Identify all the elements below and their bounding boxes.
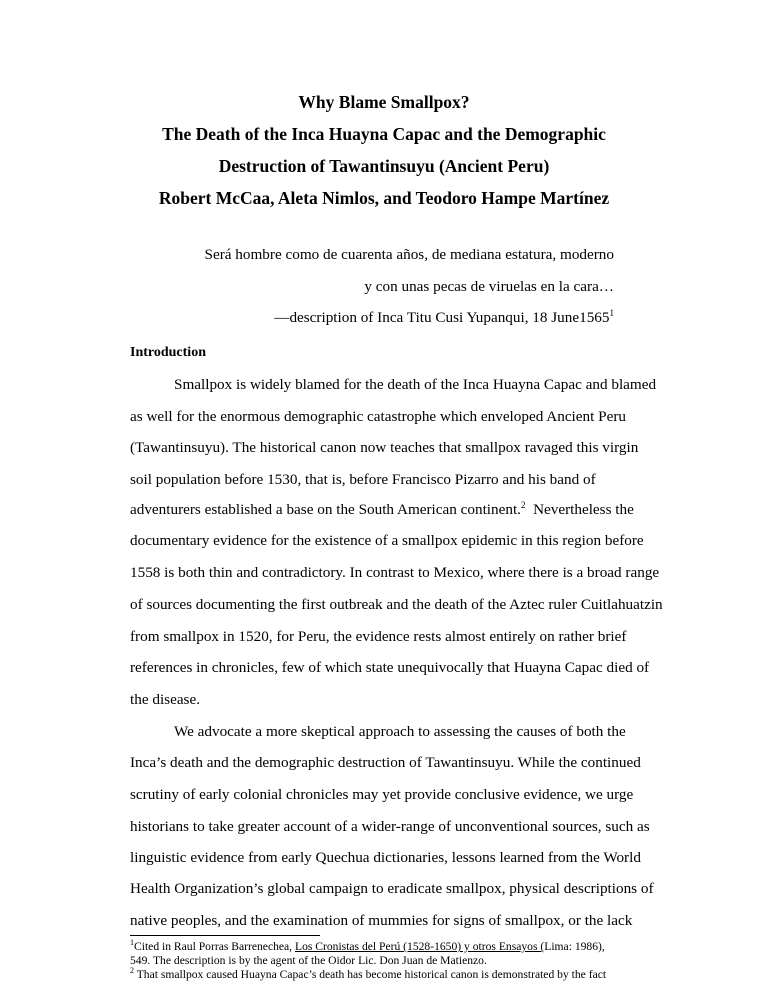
body-line: the disease.: [130, 691, 201, 708]
footnote-2: $^2$ That smallpox caused Huayna Capac’s death has become historical canon is demonstrated by the fact: [130, 966, 607, 981]
footnote-ref-2: 2: [520, 499, 526, 510]
footnote-divider: [130, 935, 320, 936]
epigraph-line-2: y con unas pecas de viruelas en la cara…: [364, 278, 614, 295]
title-line-1: Why Blame Smallpox?: [298, 92, 470, 112]
authors: Robert McCaa, Aleta Nimlos, and Teodoro Hampe Martínez: [158, 188, 610, 208]
body-line: 1558 is both thin and contradictory. In contrast to Mexico, where there is a broad range: [130, 564, 660, 581]
body-line: of sources documenting the first outbreak and the death of the Aztec ruler Cuitlahuatzin: [130, 596, 663, 613]
body-line: Inca’s death and the demographic destruction of Tawantinsuyu. While the continued: [130, 754, 641, 771]
body-line: as well for the enormous demographic catastrophe which enveloped Ancient Peru: [130, 408, 626, 425]
epigraph-line-1: Será hombre como de cuarenta años, de mediana estatura, moderno: [204, 246, 614, 263]
footnote-1: $^1$Cited in Raul Porras Barrenechea, Los Cronistas del Perú (1528-1650) y otros Ensayos (Lima: 1986),: [130, 938, 605, 953]
title-line-3: Destruction of Tawantinsuyu (Ancient Peru): [218, 156, 550, 176]
footnote-ref-1: 1: [609, 307, 614, 318]
body-line: Health Organization’s global campaign to eradicate smallpox, physical descriptions of: [130, 880, 654, 897]
body-line: adventurers established a base on the South American continent.$^2$ Nevertheless the: [130, 499, 634, 518]
body-line: linguistic evidence from early Quechua dictionaries, lessons learned from the World: [130, 849, 641, 866]
body-line: historians to take greater account of a wider-range of unconventional sources, such as: [130, 818, 650, 835]
footnote-book-title: Los Cronistas del Perú (1528-1650) y otros Ensayos (: [294, 940, 545, 953]
body-line: scrutiny of early colonial chronicles may yet provide conclusive evidence, we urge: [130, 786, 634, 803]
body-line: from smallpox in 1520, for Peru, the evidence rests almost entirely on rather brief: [130, 628, 627, 645]
body-line: soil population before 1530, that is, before Francisco Pizarro and his band of: [130, 471, 596, 488]
section-heading: Introduction: [130, 345, 206, 360]
title-line-2: The Death of the Inca Huayna Capac and the Demographic: [162, 124, 606, 144]
footnote-1-line-2: 549. The description is by the agent of the Oidor Lic. Don Juan de Matienzo.: [130, 954, 487, 967]
body-line: Smallpox is widely blamed for the death of the Inca Huayna Capac and blamed: [174, 376, 657, 393]
body-line: native peoples, and the examination of mummies for signs of smallpox, or the lack: [130, 912, 633, 929]
body-line: We advocate a more skeptical approach to assessing the causes of both the: [174, 723, 626, 740]
epigraph-attribution: —description of Inca Titu Cusi Yupanqui, 18 June1565$^1$: [274, 307, 614, 326]
body-line: (Tawantinsuyu). The historical canon now teaches that smallpox ravaged this virgin: [130, 439, 639, 456]
body-line: documentary evidence for the existence of a smallpox epidemic in this region before: [130, 532, 644, 549]
body-line: references in chronicles, few of which state unequivocally that Huayna Capac died of: [130, 659, 650, 676]
